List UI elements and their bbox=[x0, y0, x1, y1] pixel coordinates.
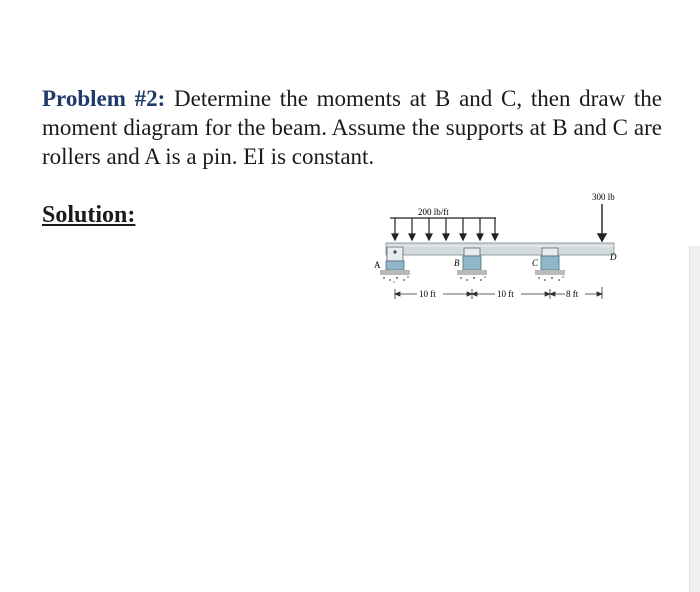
dimension-bc: 10 ft bbox=[497, 289, 514, 299]
distributed-load-arrows bbox=[390, 218, 498, 240]
problem-text: Determine the moments at B and C, then draw the moment diagram for the beam. Assume the supports at B and C are rollers and A is a pin. EI is constant. bbox=[42, 86, 662, 169]
label-c: C bbox=[532, 258, 539, 268]
dimension-ab: 10 ft bbox=[419, 289, 436, 299]
beam-diagram bbox=[366, 184, 638, 314]
scrollbar-track[interactable] bbox=[689, 246, 700, 592]
label-d: D bbox=[610, 252, 617, 262]
beam bbox=[386, 243, 614, 255]
label-b: B bbox=[454, 258, 460, 268]
point-load-label: 300 lb bbox=[592, 192, 615, 202]
problem-label: Problem #2: bbox=[42, 86, 166, 111]
beam-figure bbox=[366, 184, 638, 314]
label-a: A bbox=[374, 260, 381, 270]
problem-statement bbox=[42, 84, 662, 171]
distributed-load-label: 200 lb/ft bbox=[418, 207, 449, 217]
dimension-cd: 8 ft bbox=[566, 289, 579, 299]
point-load-arrow bbox=[598, 204, 606, 241]
solution-heading: Solution: bbox=[42, 202, 136, 228]
